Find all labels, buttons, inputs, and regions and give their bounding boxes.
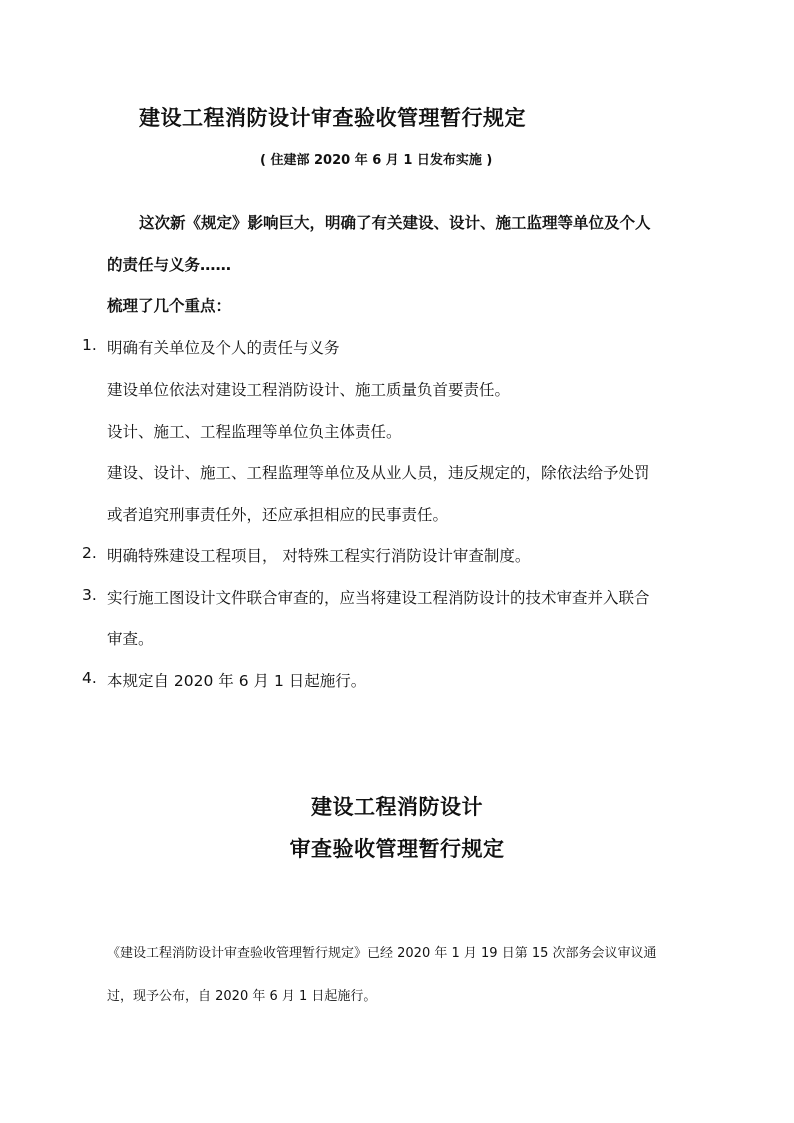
list-item-1-detail-2: 设计、施工、工程监理等单位负主体责任。 — [107, 423, 402, 441]
second-title-line-1: 建设工程消防设计 — [311, 795, 483, 819]
list-item-4: 本规定自 2020 年 6 月 1 日起施行。 — [107, 672, 367, 690]
list-number-4: 4. — [82, 669, 97, 687]
document-subtitle: ( 住建部 2020 年 6 月 1 日发布实施 ) — [260, 153, 493, 168]
intro-line-1: 这次新《规定》影响巨大，明确了有关建设、设计、施工监理等单位及个人 — [139, 214, 651, 232]
list-number-2: 2. — [82, 544, 97, 562]
notice-line-2: 过，现予公布，自 2020 年 6 月 1 日起施行。 — [107, 989, 377, 1004]
document-title: 建设工程消防设计审查验收管理暂行规定 — [139, 106, 526, 130]
list-item-1-detail-3: 建设、设计、施工、工程监理等单位及从业人员，违反规定的，除依法给予处罚 — [107, 464, 650, 482]
second-title-line-2: 审查验收管理暂行规定 — [289, 837, 505, 861]
list-item-1-detail-4: 或者追究刑事责任外，还应承担相应的民事责任。 — [107, 506, 449, 524]
notice-line-1: 《建设工程消防设计审查验收管理暂行规定》已经 2020 年 1 月 19 日第 15 次部务会议审议通 — [107, 946, 657, 961]
list-item-3: 实行施工图设计文件联合审查的，应当将建设工程消防设计的技术审查并入联合 — [107, 589, 650, 607]
list-item-2: 明确特殊建设工程项目， 对特殊工程实行消防设计审查制度。 — [107, 547, 531, 565]
key-points-heading: 梳理了几个重点： — [107, 297, 232, 315]
list-item-1-detail-1: 建设单位依法对建设工程消防设计、施工质量负首要责任。 — [107, 381, 511, 399]
list-item-1: 明确有关单位及个人的责任与义务 — [107, 339, 340, 357]
list-number-1: 1. — [82, 336, 97, 354]
list-item-3-continuation: 审查。 — [107, 630, 154, 648]
list-number-3: 3. — [82, 586, 97, 604]
intro-line-2: 的责任与义务…… — [107, 256, 232, 274]
